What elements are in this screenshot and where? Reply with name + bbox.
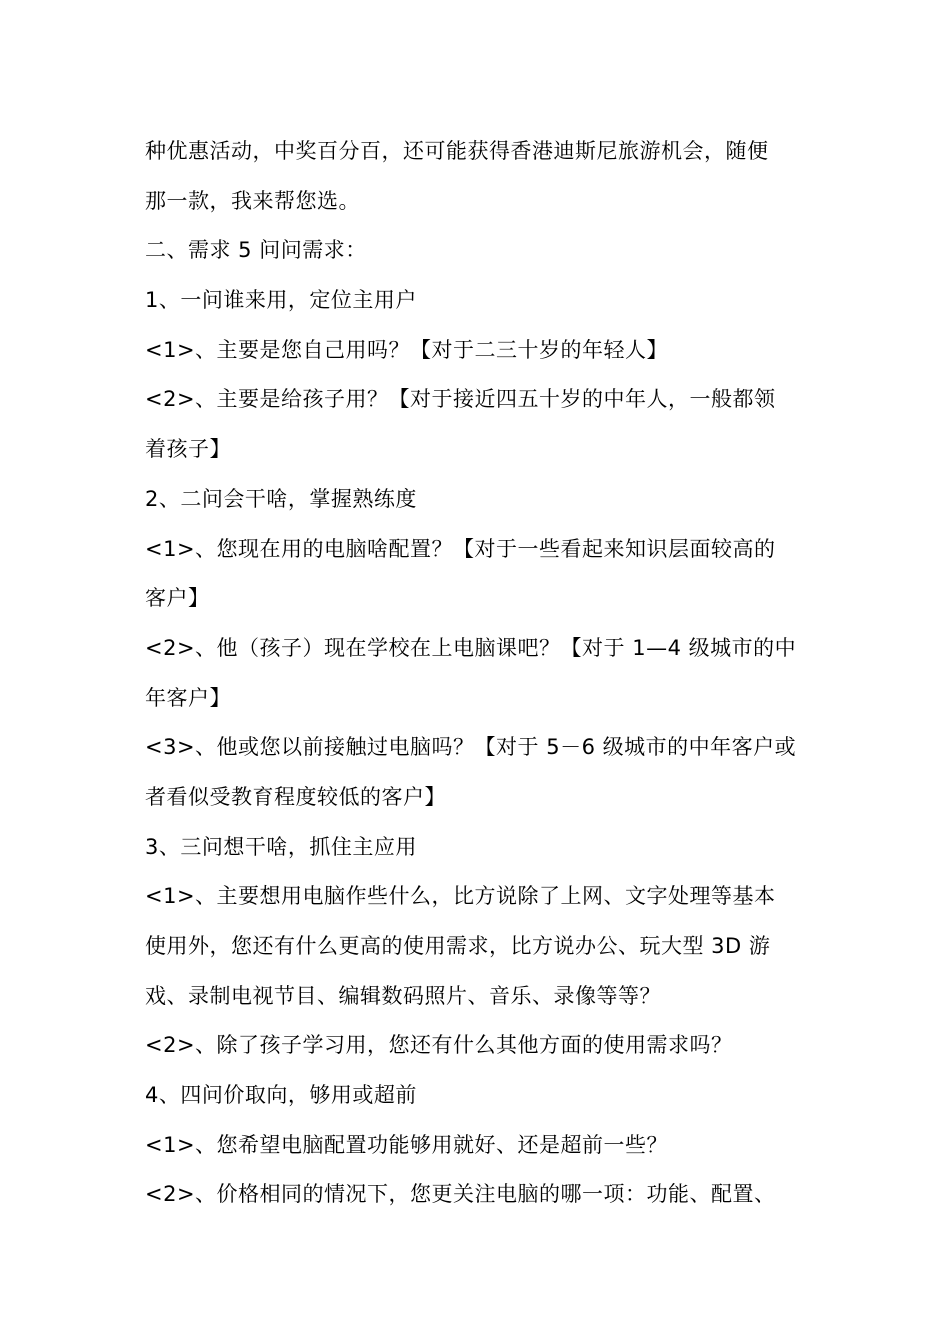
question-item-continued: 客户】 xyxy=(145,586,210,611)
question-item: <2>、他（孩子）现在学校在上电脑课吧？【对于 1—4 级城市的中 xyxy=(145,635,797,660)
question-item-continued: 使用外，您还有什么更高的使用需求，比方说办公、玩大型 3D 游 xyxy=(145,934,771,958)
question-item: <2>、主要是给孩子用？【对于接近四五十岁的中年人，一般都领 xyxy=(145,387,776,412)
document-body xyxy=(145,127,825,1220)
question-heading: 3、三问想干啥，抓住主应用 xyxy=(145,834,417,859)
question-heading: 2、二问会干啥，掌握熟练度 xyxy=(145,486,417,511)
paragraph-line: 那一款，我来帮您选。 xyxy=(145,188,360,213)
question-item: <2>、除了孩子学习用，您还有什么其他方面的使用需求吗？ xyxy=(145,1033,733,1058)
question-item: <3>、他或您以前接触过电脑吗？【对于 5－6 级城市的中年客户或 xyxy=(145,735,797,760)
section-heading: 二、需求 5 问问需求： xyxy=(145,238,367,263)
question-heading: 4、四问价取向，够用或超前 xyxy=(145,1083,417,1108)
question-item: <1>、主要是您自己用吗？【对于二三十岁的年轻人】 xyxy=(145,337,669,362)
question-item: <1>、您希望电脑配置功能够用就好、还是超前一些？ xyxy=(145,1132,669,1157)
question-item-continued: 年客户】 xyxy=(145,685,231,710)
question-item-continued: 着孩子】 xyxy=(145,437,231,462)
question-item-continued: 者看似受教育程度较低的客户】 xyxy=(145,784,446,809)
question-item-continued: 戏、录制电视节目、编辑数码照片、音乐、录像等等？ xyxy=(145,983,661,1008)
question-item: <1>、主要想用电脑作些什么，比方说除了上网、文字处理等基本 xyxy=(145,884,776,909)
question-heading: 1、一问谁来用，定位主用户 xyxy=(145,288,417,313)
question-item: <1>、您现在用的电脑啥配置？【对于一些看起来知识层面较高的 xyxy=(145,536,776,561)
question-item: <2>、价格相同的情况下，您更关注电脑的哪一项：功能、配置、 xyxy=(145,1182,776,1207)
paragraph-line: 种优惠活动，中奖百分百，还可能获得香港迪斯尼旅游机会，随便 xyxy=(145,139,769,163)
